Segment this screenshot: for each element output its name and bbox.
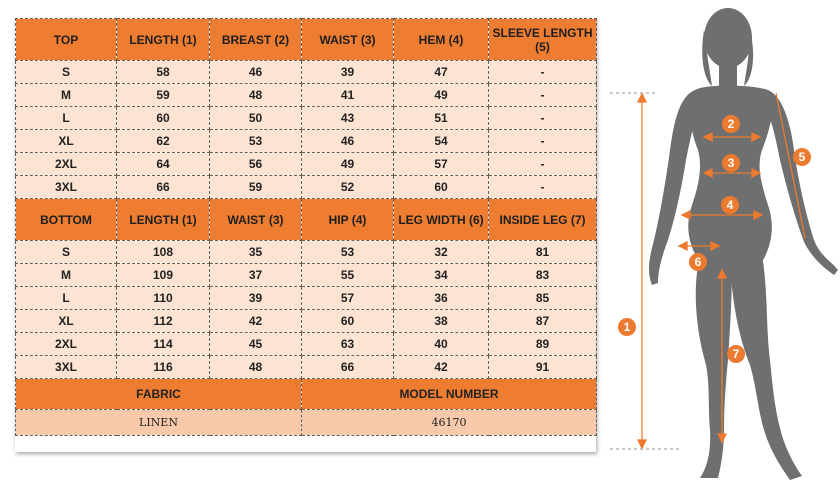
top-measurement-cell: 57: [394, 153, 489, 176]
bottom-measurement-cell: 42: [210, 310, 302, 333]
top-size-row: [16, 61, 597, 84]
top-measurement-cell: 58: [117, 61, 210, 84]
top-measurement-cell: 60: [117, 107, 210, 130]
bottom-size-label: XL: [16, 310, 117, 333]
bottom-measurement-cell: 110: [117, 287, 210, 310]
bottom-measurement-cell: 53: [302, 241, 394, 264]
fabric-value: LINEN: [16, 410, 302, 436]
top-measurement-cell: 46: [302, 130, 394, 153]
top-measurement-cell: 60: [394, 176, 489, 199]
bottom-size-row: [16, 264, 597, 287]
bottom-size-row: [16, 310, 597, 333]
bottom-measurement-cell: 116: [117, 356, 210, 379]
bottom-measurement-cell: 87: [489, 310, 597, 333]
size-table: [15, 18, 597, 436]
bottom-measurement-cell: 40: [394, 333, 489, 356]
bottom-measurement-cell: 55: [302, 264, 394, 287]
top-measurement-cell: 51: [394, 107, 489, 130]
top-measurement-cell: 54: [394, 130, 489, 153]
bottom-measurement-cell: 109: [117, 264, 210, 287]
top-header-cell: LENGTH (1): [117, 19, 210, 61]
bottom-measurement-cell: 32: [394, 241, 489, 264]
top-measurement-cell: -: [489, 61, 597, 84]
top-size-label: XL: [16, 130, 117, 153]
top-measurement-cell: 43: [302, 107, 394, 130]
marker-6-label: 6: [694, 255, 702, 269]
model-number-value: 46170: [302, 410, 597, 436]
bottom-measurement-cell: 39: [210, 287, 302, 310]
marker-5: [793, 148, 811, 166]
bottom-measurement-cell: 38: [394, 310, 489, 333]
marker-7-label: 7: [732, 347, 740, 361]
top-measurement-cell: 62: [117, 130, 210, 153]
bottom-measurement-cell: 112: [117, 310, 210, 333]
top-size-label: L: [16, 107, 117, 130]
bottom-measurement-cell: 81: [489, 241, 597, 264]
bottom-size-row: [16, 333, 597, 356]
bottom-measurement-cell: 83: [489, 264, 597, 287]
footer-header-row: [16, 379, 597, 410]
top-measurement-cell: 64: [117, 153, 210, 176]
top-size-row: [16, 84, 597, 107]
bottom-measurement-cell: 108: [117, 241, 210, 264]
body-measurement-figure: [600, 0, 840, 489]
bottom-measurement-cell: 42: [394, 356, 489, 379]
top-size-row: [16, 153, 597, 176]
top-measurement-cell: 47: [394, 61, 489, 84]
top-measurement-cell: 59: [210, 176, 302, 199]
top-size-label: M: [16, 84, 117, 107]
bottom-measurement-cell: 35: [210, 241, 302, 264]
top-header-row: [16, 19, 597, 61]
marker-6: [689, 253, 707, 271]
top-measurement-cell: 46: [210, 61, 302, 84]
marker-4: [721, 196, 739, 214]
top-header-cell: WAIST (3): [302, 19, 394, 61]
top-measurement-cell: -: [489, 84, 597, 107]
top-size-label: 2XL: [16, 153, 117, 176]
top-header-cell: TOP: [16, 19, 117, 61]
top-measurement-cell: 39: [302, 61, 394, 84]
top-size-label: S: [16, 61, 117, 84]
bottom-measurement-cell: 89: [489, 333, 597, 356]
bottom-measurement-cell: 66: [302, 356, 394, 379]
bottom-size-row: [16, 241, 597, 264]
top-measurement-cell: 59: [117, 84, 210, 107]
top-measurement-cell: 66: [117, 176, 210, 199]
bottom-size-label: M: [16, 264, 117, 287]
bottom-size-label: 2XL: [16, 333, 117, 356]
bottom-measurement-cell: 63: [302, 333, 394, 356]
marker-2-label: 2: [727, 117, 735, 131]
fabric-label: FABRIC: [16, 379, 302, 410]
top-measurement-cell: -: [489, 107, 597, 130]
marker-3-label: 3: [727, 156, 735, 170]
top-size-label: 3XL: [16, 176, 117, 199]
bottom-size-label: S: [16, 241, 117, 264]
bottom-header-cell: BOTTOM: [16, 199, 117, 241]
top-size-row: [16, 176, 597, 199]
top-header-cell: BREAST (2): [210, 19, 302, 61]
bottom-header-cell: WAIST (3): [210, 199, 302, 241]
bottom-measurement-cell: 34: [394, 264, 489, 287]
bottom-measurement-cell: 60: [302, 310, 394, 333]
size-chart-table: [15, 18, 596, 452]
marker-5-label: 5: [798, 150, 806, 164]
bottom-header-cell: HIP (4): [302, 199, 394, 241]
top-measurement-cell: 52: [302, 176, 394, 199]
bottom-measurement-cell: 114: [117, 333, 210, 356]
top-measurement-cell: 41: [302, 84, 394, 107]
bottom-measurement-cell: 37: [210, 264, 302, 287]
bottom-header-row: [16, 199, 597, 241]
marker-2: [722, 115, 740, 133]
bottom-header-cell: LENGTH (1): [117, 199, 210, 241]
bottom-header-cell: LEG WIDTH (6): [394, 199, 489, 241]
bottom-measurement-cell: 85: [489, 287, 597, 310]
bottom-measurement-cell: 57: [302, 287, 394, 310]
top-measurement-cell: -: [489, 153, 597, 176]
bottom-measurement-cell: 48: [210, 356, 302, 379]
top-size-row: [16, 130, 597, 153]
bottom-size-label: 3XL: [16, 356, 117, 379]
top-measurement-cell: 50: [210, 107, 302, 130]
body-silhouette: [649, 8, 838, 480]
bottom-size-row: [16, 356, 597, 379]
top-size-row: [16, 107, 597, 130]
top-measurement-cell: 49: [302, 153, 394, 176]
top-header-cell: SLEEVE LENGTH (5): [489, 19, 597, 61]
bottom-size-row: [16, 287, 597, 310]
top-header-cell: HEM (4): [394, 19, 489, 61]
top-measurement-cell: 49: [394, 84, 489, 107]
marker-1-label: 1: [623, 320, 631, 334]
marker-1: [618, 318, 636, 336]
footer-value-row: [16, 410, 597, 436]
bottom-size-label: L: [16, 287, 117, 310]
marker-4-label: 4: [726, 198, 734, 212]
top-measurement-cell: -: [489, 130, 597, 153]
top-measurement-cell: 56: [210, 153, 302, 176]
top-measurement-cell: -: [489, 176, 597, 199]
bottom-header-cell: INSIDE LEG (7): [489, 199, 597, 241]
marker-3: [722, 154, 740, 172]
top-measurement-cell: 48: [210, 84, 302, 107]
model-number-label: MODEL NUMBER: [302, 379, 597, 410]
marker-7: [727, 345, 745, 363]
bottom-measurement-cell: 36: [394, 287, 489, 310]
bottom-measurement-cell: 91: [489, 356, 597, 379]
top-measurement-cell: 53: [210, 130, 302, 153]
bottom-measurement-cell: 45: [210, 333, 302, 356]
